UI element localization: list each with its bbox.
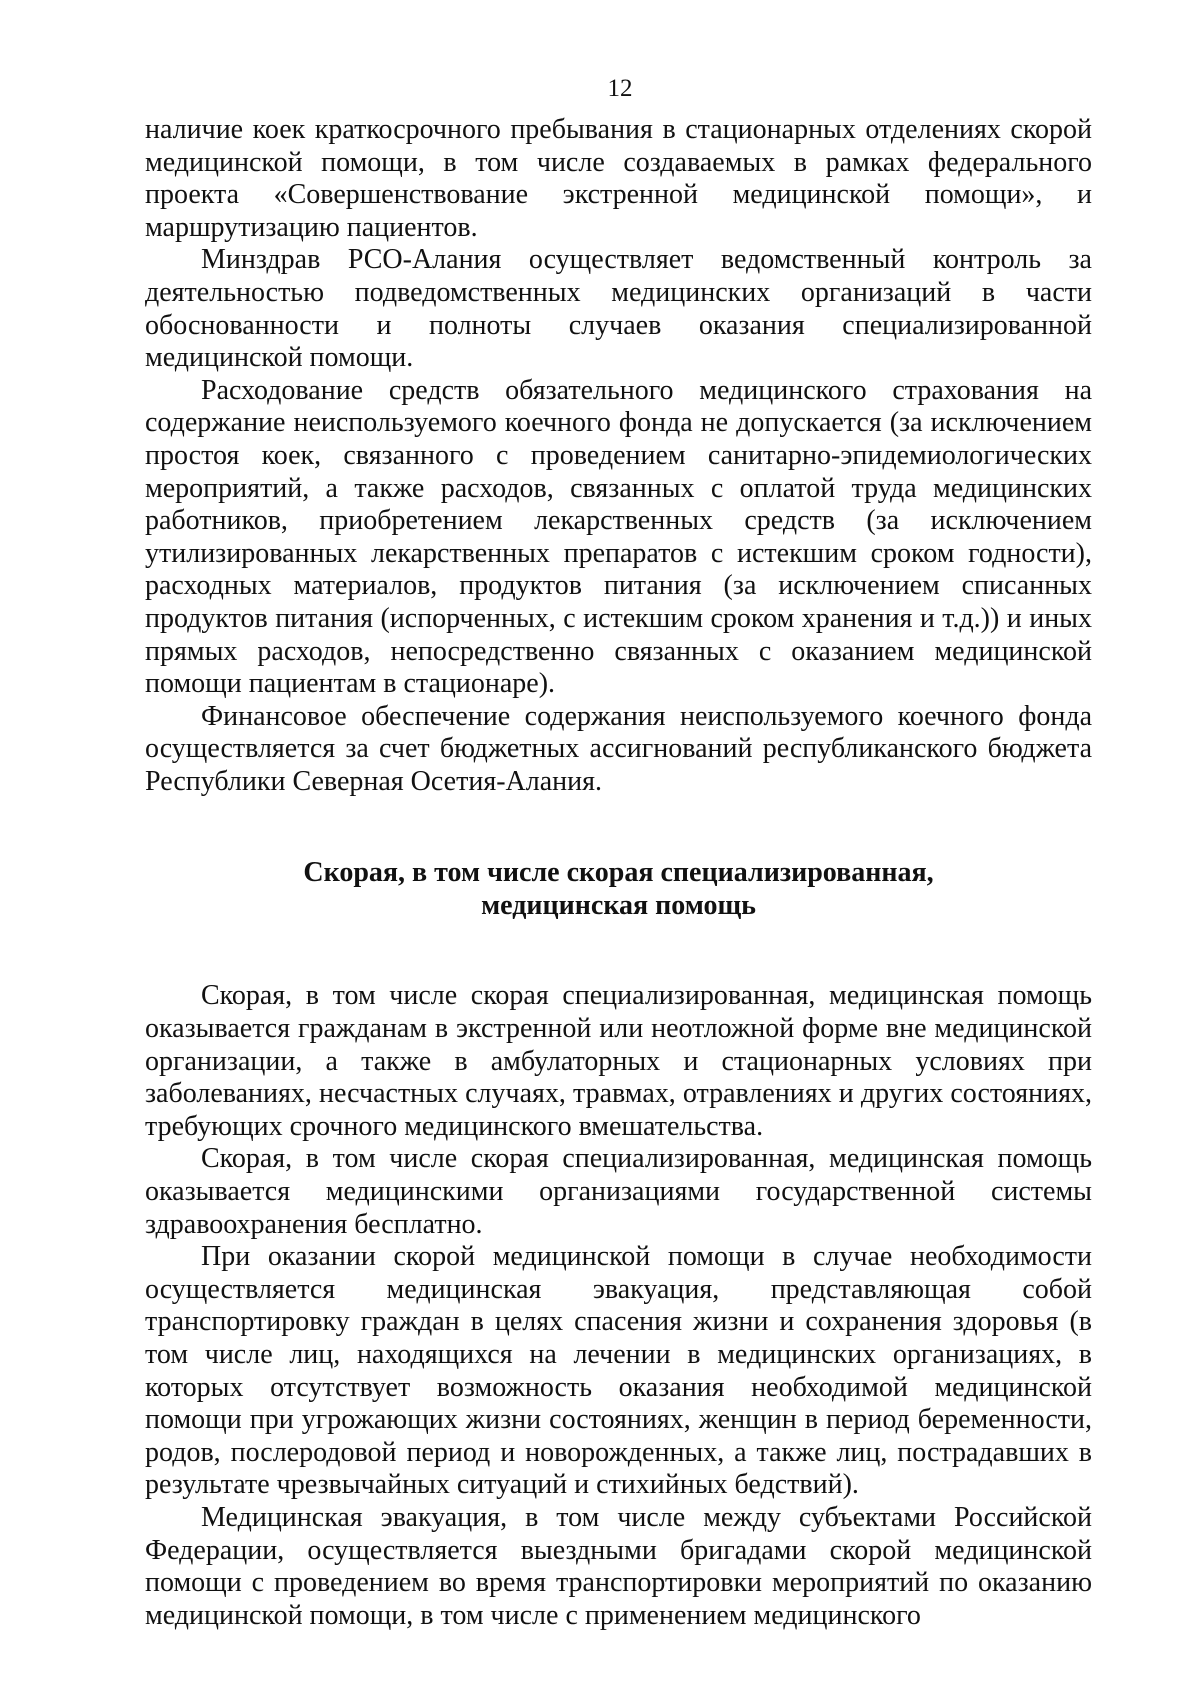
document-body: [145, 114, 1092, 1632]
paragraph-free-care: Скорая, в том числе скорая специализированная, медицинская помощь оказывается медицинскими организациями государственной системы здравоохранения бесплатно.: [145, 1143, 1092, 1240]
section-heading-line-1: Скорая, в том числе скорая специализированная,: [303, 857, 934, 889]
paragraph-continuation: наличие коек краткосрочного пребывания в стационарных отделениях скорой медицинской помощи, в том числе создаваемых в рамках федерального проекта «Совершенствование экстренной медицинской помощи», и маршрутизацию пациентов.: [145, 114, 1092, 243]
paragraph-oms-spending: Расходование средств обязательного медицинского страхования на содержание неиспользуемого коечного фонда не допускается (за исключением простоя коек, связанного с проведением санитарно-эпидемиологических мероприятий, а также расходов, связанных с оплатой труда медицинских работников, приобретением лекарственных средств (за исключением утилизированных лекарственных препаратов с истекшим сроком годности), расходных материалов, продуктов питания (за исключением списанных продуктов питания (испорченных, с истекшим сроком хранения и т.д.)) и иных прямых расходов, непосредственно связанных с оказанием медицинской помощи пациентам в стационаре).: [145, 374, 1092, 700]
paragraph-evacuation-teams: Медицинская эвакуация, в том числе между субъектами Российской Федерации, осуществляется выездными бригадами скорой медицинской помощи с проведением во время транспортировки мероприятий по оказанию медицинской помощи, в том числе с применением медицинского: [145, 1501, 1092, 1631]
section-heading-line-2: медицинская помощь: [481, 890, 756, 922]
paragraph-medical-evacuation: При оказании скорой медицинской помощи в случае необходимости осуществляется медицинская эвакуация, представляющая собой транспортировку граждан в целях спасения жизни и сохранения здоровья (в том числе лиц, находящихся на лечении в медицинских организациях, в которых отсутствует возможность оказания необходимой медицинской помощи при угрожающих жизни состояниях, женщин в период беременности, родов, послеродовой период и новорожденных, а также лиц, пострадавших в результате чрезвычайных ситуаций и стихийных бедствий).: [145, 1241, 1092, 1501]
paragraph-ministry-control: Минздрав РСО-Алания осуществляет ведомственный контроль за деятельностью подведомственных медицинских организаций в части обоснованности и полноты случаев оказания специализированной медицинской помощи.: [145, 244, 1092, 374]
paragraph-emergency-care: Скорая, в том числе скорая специализированная, медицинская помощь оказывается гражданам в экстренной или неотложной форме вне медицинской организации, а также в амбулаторных и стационарных условиях при заболеваниях, несчастных случаях, травмах, отравлениях и других состояниях, требующих срочного медицинского вмешательства.: [145, 980, 1092, 1142]
page-number: 12: [607, 75, 633, 102]
paragraph-financing: Финансовое обеспечение содержания неиспользуемого коечного фонда осуществляется за счет бюджетных ассигнований республиканского бюджета Республики Северная Осетия-Алания.: [145, 700, 1092, 797]
section-heading: [145, 856, 1092, 922]
